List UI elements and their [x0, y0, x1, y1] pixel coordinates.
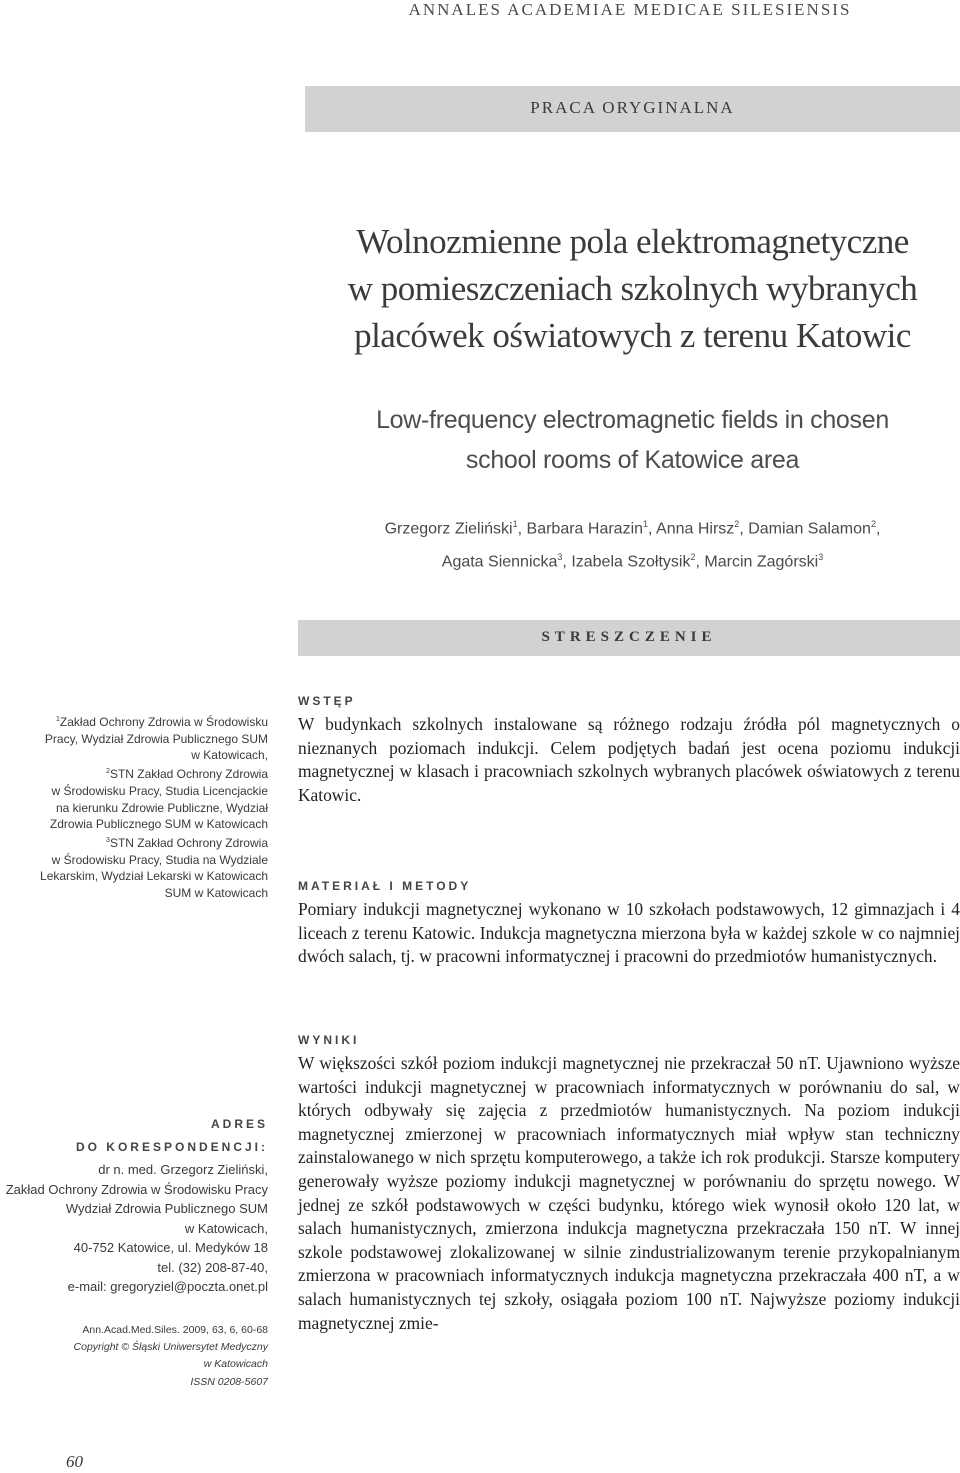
author-name: Damian Salamon [748, 520, 871, 538]
author-name: Anna Hirsz [656, 520, 735, 538]
author-affiliation-mark: 1 [512, 519, 518, 529]
email-link[interactable]: e-mail: gregoryziel@poczta.onet.pl [67, 1279, 268, 1294]
title-polish-line: Wolnozmienne pola elektromagnetyczne [356, 222, 909, 261]
title-polish [305, 218, 960, 359]
author-name: Grzegorz Zieliński [384, 520, 513, 538]
address-line: tel. (32) 208-87-40, [157, 1259, 268, 1275]
author-separator: , [739, 520, 749, 538]
section-heading-methods: MATERIAŁ I METODY [298, 879, 472, 893]
page-number: 60 [66, 1452, 83, 1471]
correspondence-heading: ADRES [210, 1117, 268, 1131]
affiliation-line: w Katowicach, [191, 748, 268, 763]
paragraph: Pomiary indukcji magnetycznej wykonano w 10 szkołach podstawowych, 12 gimnazjach i 4 liceach z terenu Katowic. Indukcja magnetyczna mierzona była w każdej szkole w co najmniej dwóch salach, tj. w pracowni informatycznej i pracowni do przedmiotów humanistycznych. [298, 899, 960, 967]
affiliation-mark: 2 [106, 768, 110, 776]
author-line [305, 543, 960, 576]
title-english-line: school rooms of Katowice area [465, 446, 800, 474]
section-body-introduction [298, 713, 960, 807]
section-heading-results: WYNIKI [298, 1033, 360, 1047]
article-type-label: PRACA ORYGINALNA [530, 98, 735, 117]
section-heading-introduction: WSTĘP [298, 694, 356, 708]
address-line: Wydział Zdrowia Publicznego SUM [65, 1201, 268, 1216]
affiliation-line: w Środowisku Pracy, Studia Licencjackie [51, 783, 268, 798]
affiliations [0, 712, 268, 902]
affiliation-mark: 1 [56, 716, 60, 723]
citation-reference: Ann.Acad.Med.Siles. 2009, 63, 6, 60-68 [82, 1324, 268, 1336]
author-affiliation-mark: 2 [690, 552, 696, 563]
author-affiliation-mark: 1 [643, 519, 649, 529]
affiliation-line: Pracy, Wydział Zdrowia Publicznego SUM [44, 731, 268, 746]
affiliation-line: Lekarskim, Wydział Lekarski w Katowicach [40, 869, 268, 884]
affiliation-line: $^1$Zakład Ochrony Zdrowia w Środowisku [56, 715, 268, 729]
author-name: Izabela Szołtysik [571, 553, 691, 571]
affiliation-line: w Środowisku Pracy, Studia na Wydziale [51, 852, 268, 867]
affiliation-line: SUM w Katowicach [164, 886, 268, 901]
citation-block [0, 1322, 268, 1391]
author-affiliation-mark: 2 [870, 519, 876, 529]
author-line [305, 510, 960, 543]
author-name: Agata Siennicka [441, 553, 558, 571]
author-separator: , [648, 520, 657, 538]
author-separator: , [562, 553, 572, 571]
author-affiliation-mark: 3 [818, 552, 824, 563]
address-line: w Katowicach, [184, 1220, 268, 1236]
affiliation-line: na kierunku Zdrowie Publiczne, Wydział [56, 800, 268, 815]
author-affiliation-mark: 2 [734, 519, 740, 529]
paragraph: W większości szkół poziom indukcji magnetycznej nie przekraczał 50 nT. Ujawniono wyższe wartości indukcji magnetycznej w pracowniach informatycznych w porównaniu do sal, w których odbywały się zajęcia z przedmiotów humanistycznych. Na poziom indukcji magnetycznej zmierzonej w pracowniach informatycznych miał wpływ stan techniczny zainstalowanego w nich sprzętu komputerowego, a także ich rok produkcji. Starsze komputery generowały wyższe poziomy indukcji magnetycznej w porównaniu do sprzętu nowego. W jednej ze szkół podstawowych w części budynku, którego wiek wynosił około 120 lat, w salach humanistycznych, zmierzona indukcja magnetyczna przekraczała 150 nT. W innej szkole podstawowej zlokalizowanej w silnie zindustrializowanym terenie przykopalnianym zmierzona w pracowniach informatycznych indukcja magnetyczna przekraczała 400 nT, a w salach humanistycznych tej szkoły, osiągała poziom 100 nT. Najwyższe poziomy indukcji magnetycznej zmie- [298, 1053, 960, 1333]
affiliation-mark: 3 [106, 836, 110, 844]
affiliation-line: $^3$STN Zakład Ochrony Zdrowia [106, 835, 268, 850]
title-english-line: Low-frequency electromagnetic fields in chosen [376, 406, 889, 434]
author-separator: , [695, 553, 705, 571]
author-separator: , [517, 520, 527, 538]
address-line: 40-752 Katowice, ul. Medyków 18 [73, 1240, 268, 1255]
abstract-heading: STRESZCZENIE [541, 629, 717, 645]
address-line: Zakład Ochrony Zdrowia w Środowisku Pracy [5, 1181, 268, 1197]
author-affiliation-mark: 3 [557, 552, 563, 563]
section-body-results [298, 1052, 960, 1335]
title-english [305, 400, 960, 480]
section-body-methods [298, 898, 960, 969]
citation-issn: ISSN 0208-5607 [190, 1375, 268, 1388]
correspondence-heading: DO KORESPONDENCJI: [75, 1140, 268, 1154]
correspondence-address [0, 1160, 268, 1297]
author-name: Barbara Harazin [526, 520, 644, 538]
author-separator: , [875, 520, 881, 538]
title-polish-line: placówek oświatowych z terenu Katowic [354, 316, 911, 355]
address-line: dr n. med. Grzegorz Zieliński, [98, 1162, 268, 1177]
title-polish-line: w pomieszczeniach szkolnych wybranych [347, 269, 918, 308]
citation-copyright: Copyright © Śląski Uniwersytet Medyczny [73, 1341, 268, 1354]
author-list [305, 510, 960, 577]
paragraph: W budynkach szkolnych instalowane są różnego rodzaju źródła pól magnetycznych o nieznanych poziomach indukcji. Celem podjętych badań jest ocena poziomu indukcji magnetycznej w klasach i pracowniach szkolnych wybranych placówek oświatowych z terenu Katowic. [298, 714, 960, 805]
affiliation-line: Zdrowia Publicznego SUM w Katowicach [49, 817, 268, 832]
affiliation-line: $^2$STN Zakład Ochrony Zdrowia [106, 767, 268, 782]
author-name: Marcin Zagórski [704, 553, 819, 571]
journal-title: ANNALES ACADEMIAE MEDICAE SILESIENSIS [408, 0, 852, 19]
citation-place: w Katowicach [203, 1358, 268, 1371]
